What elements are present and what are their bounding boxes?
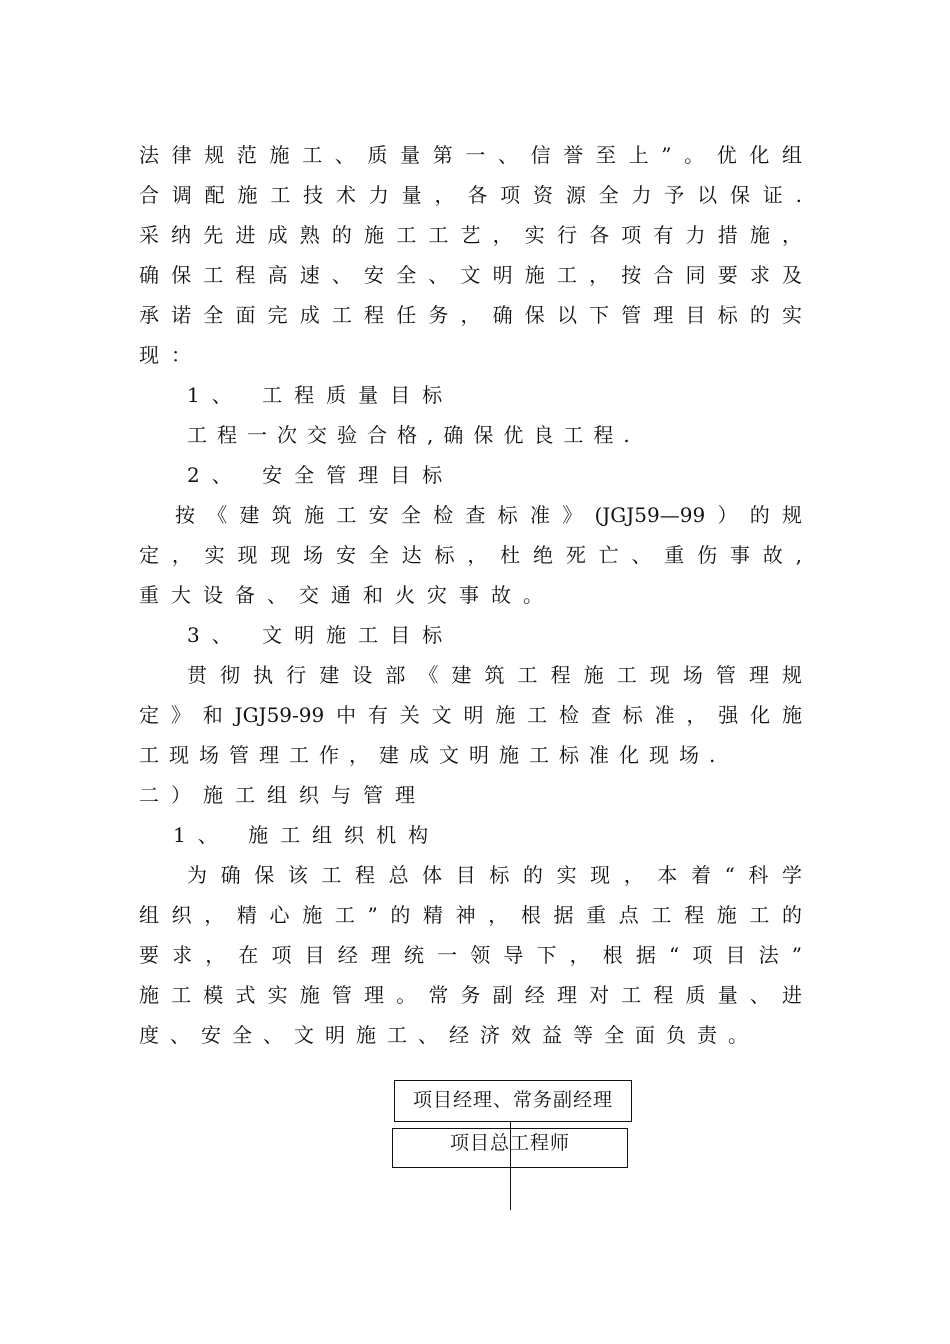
- org-line-1: 为确保该工程总体目标的实现，本着“科学: [187, 863, 802, 887]
- org-connector-line: [510, 1122, 511, 1210]
- safety-line-2: 定，实现现场安全达标，杜绝死亡、重伤事故,: [139, 543, 802, 567]
- civilized-line-2: 定》和JGJ59-99中有关文明施工检查标准，强化施: [139, 703, 802, 727]
- quality-goal-text: 工程一次交验合格,确保优良工程.: [187, 423, 640, 447]
- body-line-2: 合调配施工技术力量，各项资源全力予以保证.: [139, 183, 802, 207]
- org-box-chief-engineer: 项目总工程师: [392, 1128, 628, 1168]
- heading-quality-goal: 1、 工程质量目标: [187, 383, 455, 407]
- heading-org-structure: 1、 施工组织机构: [173, 823, 441, 847]
- section-heading-organization: 二）施工组织与管理: [139, 783, 427, 807]
- heading-safety-goal: 2、 安全管理目标: [187, 463, 455, 487]
- org-line-2: 组织，精心施工”的精神，根据重点工程施工的: [139, 903, 802, 927]
- org-line-3: 要求，在项目经理统一领导下，根据“项目法”: [139, 943, 802, 967]
- body-line-6: 现：: [139, 343, 203, 367]
- org-line-4: 施工模式实施管理。常务副经理对工程质量、进: [139, 983, 802, 1007]
- body-line-4: 确保工程高速、安全、文明施工，按合同要求及: [139, 263, 802, 287]
- body-line-5: 承诺全面完成工程任务，确保以下管理目标的实: [139, 303, 802, 327]
- org-line-5: 度、安全、文明施工、经济效益等全面负责。: [139, 1023, 759, 1047]
- civilized-line-1: 贯彻执行建设部《建筑工程施工现场管理规: [187, 663, 802, 687]
- body-line-1: 法律规范施工、质量第一、信誉至上”。优化组: [139, 143, 802, 167]
- heading-civilized-goal: 3、 文明施工目标: [187, 623, 455, 647]
- org-box-project-manager: 项目经理、常务副经理: [394, 1080, 632, 1122]
- body-line-3: 采纳先进成熟的施工工艺，实行各项有力措施，: [139, 223, 802, 247]
- safety-line-1: 按《建筑施工安全检查标准》(JGJ59—99）的规: [175, 503, 802, 527]
- safety-line-3: 重大设备、交通和火灾事故。: [139, 583, 555, 607]
- civilized-line-3: 工现场管理工作，建成文明施工标准化现场.: [139, 743, 726, 767]
